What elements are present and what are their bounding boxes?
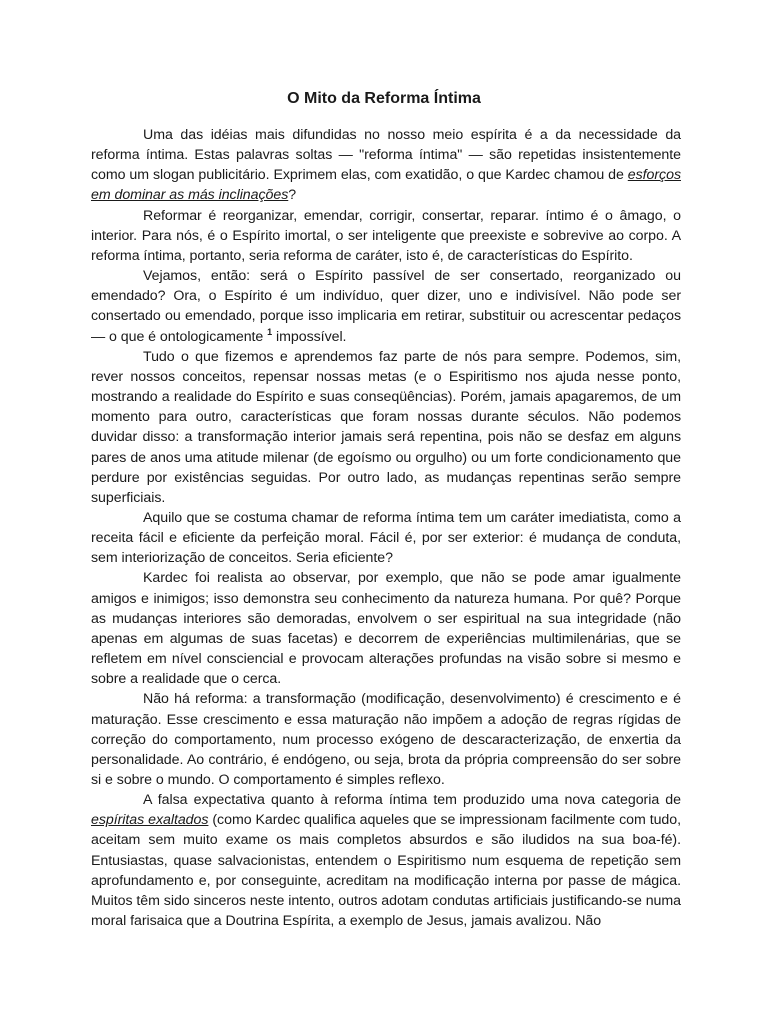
reference-link-inclinacoes[interactable]: esforços em dominar as más inclinações [91,167,681,204]
reference-link-espiritas-exaltados[interactable]: espíritas exaltados [91,812,209,829]
paragraph-6: Kardec foi realista ao observar, por exemplo, que não se pode amar igualmente amigos e inimigos; isso demonstra seu conhecimento da natureza humana. Por quê? Porque as mudanças interiores são demoradas, envolvem o ser espiritual na sua integridade (não apenas em algumas de suas facetas) e decorrem de experiências multimilenárias, que se refletem em nível consciencial e provocam alterações profundas na visão sobre si mesmo e sobre a realidade que o cerca. [91,570,681,688]
paragraph-2: Reformar é reorganizar, emendar, corrigir, consertar, reparar. íntimo é o âmago, o interior. Para nós, é o Espírito imortal, o ser inteligente que preexiste e sobrevive ao corpo. A reforma íntima, portanto, seria reforma de caráter, isto é, de características do Espírito. [91,207,681,264]
paragraph-7: Não há reforma: a transformação (modificação, desenvolvimento) é crescimento e é maturação. Esse crescimento e essa maturação não impõem a adoção de regras rígidas de correção do comportamento, num processo exógeno de descaracterização, de enxertia da personalidade. Ao contrário, é endógeno, ou seja, brota da própria compreensão do ser sobre si e sobre o mundo. O comportamento é simples reflexo. [91,691,681,788]
paragraph-1 [91,125,681,206]
paragraph-text: Vejamos, então: será o Espírito passível de ser consertado, reorganizado ou emendado? Ora, o Espírito é um indivíduo, quer dizer, uno e indivisível. Não pode ser consertado ou emendado, porque isso implicaria em retirar, substituir ou acrescentar pedaços — o que é ontologicamente [91,268,681,345]
document-title: O Mito da Reforma Íntima [287,90,481,107]
paragraph-text: ? [288,187,297,204]
document-body [91,125,681,931]
paragraph-5: Aquilo que se costuma chamar de reforma íntima tem um caráter imediatista, como a receita fácil e eficiente da perfeição moral. Fácil é, por ser exterior: é mudança de conduta, sem interiorização de conceitos. Seria eficiente? [91,509,681,567]
footnote-marker[interactable]: 1 [267,326,273,337]
paragraph-text: A falsa expectativa quanto à reforma íntima tem produzido uma nova categoria de [143,792,681,809]
paragraph-8 [91,790,681,931]
paragraph-text: Uma das idéias mais difundidas no nosso meio espírita é a da necessidade da reforma íntima. Estas palavras soltas — "reforma íntima" — são repetidas insistentemente como um slogan publicitário. Exprimem elas, com exatidão, o que Kardec chamou de [91,127,681,184]
paragraph-text: impossível. [272,328,347,345]
paragraph-3 [91,266,681,347]
paragraph-4: Tudo o que fizemos e aprendemos faz parte de nós para sempre. Podemos, sim, rever nossos conceitos, repensar nossas metas (e o Espiritismo nos ajuda nesse ponto, mostrando a realidade do Espírito e suas conseqüências). Porém, jamais apagaremos, de um momento para outro, características que foram nossas durante séculos. Não podemos duvidar disso: a transformação interior jamais será repentina, pois não se desfaz em alguns pares de anos uma atitude milenar (de egoísmo ou orgulho) ou um forte condicionamento que perdure por existências seguidas. Por outro lado, as mudanças repentinas serão sempre superficiais. [91,348,681,506]
paragraph-text: (como Kardec qualifica aqueles que se impressionam facilmente com tudo, aceitam sem muito exame os mais completos absurdos e são iludidos na sua boa-fé). Entusiastas, quase salvacionistas, entendem o Espiritismo num esquema de repetição sem aprofundamento e, por conseguinte, acreditam na modificação interna por passe de mágica. Muitos têm sido sinceros neste intento, outros adotam condutas artificiais justificando-se numa moral farisaica que a Doutrina Espírita, a exemplo de Jesus, jamais avalizou. Não [91,812,681,930]
